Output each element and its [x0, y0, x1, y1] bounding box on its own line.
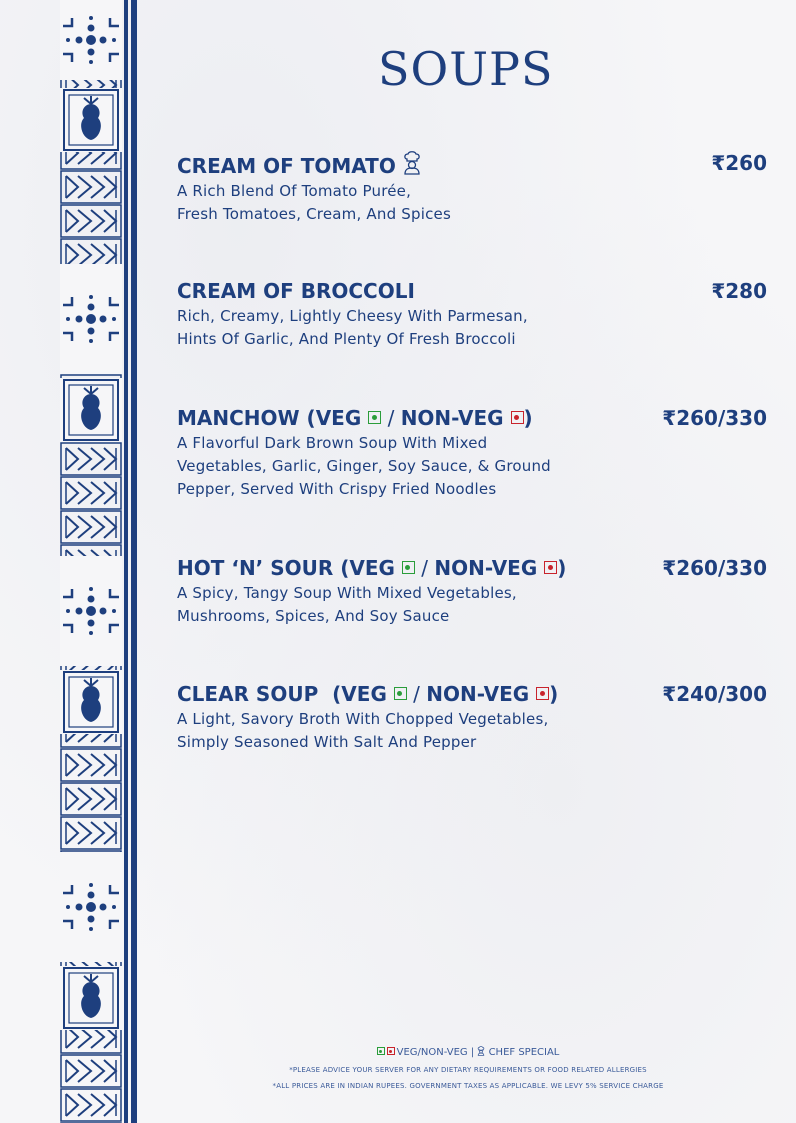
footer-price-note: *ALL PRICES ARE IN INDIAN RUPEES. GOVERNMENT TAXES AS APPLICABLE. WE LEVY 5% SERVICE CHARGE	[272, 1082, 664, 1090]
footer-allergy-note: *PLEASE ADVICE YOUR SERVER FOR ANY DIETARY REQUIREMENTS OR FOOD RELATED ALLERGIES	[289, 1066, 647, 1074]
item-price: ₹280	[711, 279, 767, 303]
item-description: A Flavorful Dark Brown Soup With Mixed Vegetables, Garlic, Ginger, Soy Sauce, & Ground Pepper, Served With Crispy Fried Noodles	[177, 434, 551, 498]
nonveg-mark-icon	[387, 1047, 395, 1055]
item-name: MANCHOW (VEG / NON-VEG )	[177, 406, 533, 430]
item-description: Rich, Creamy, Lightly Cheesy With Parmesan, Hints Of Garlic, And Plenty Of Fresh Broccoli	[177, 307, 528, 348]
item-price: ₹240/300	[662, 682, 767, 706]
item-price: ₹260	[711, 151, 767, 175]
item-name: HOT ‘N’ SOUR (VEG / NON-VEG )	[177, 556, 567, 580]
nonveg-mark-icon	[536, 687, 549, 700]
border-rail-thin	[124, 0, 128, 1123]
menu-item-manchow	[177, 406, 767, 501]
veg-mark-icon	[402, 561, 415, 574]
item-description: A Spicy, Tangy Soup With Mixed Vegetables, Mushrooms, Spices, And Soy Sauce	[177, 584, 517, 625]
nonveg-mark-icon	[511, 411, 524, 424]
item-name: CREAM OF BROCCOLI	[177, 279, 415, 303]
decorative-tile-border	[60, 0, 122, 1123]
veg-mark-icon	[368, 411, 381, 424]
chef-hat-icon	[402, 151, 422, 175]
menu-item-hot-n-sour	[177, 556, 767, 628]
veg-mark-icon	[377, 1047, 385, 1055]
menu-item-cream-of-broccoli	[177, 279, 767, 351]
item-price: ₹260/330	[662, 556, 767, 580]
menu-item-cream-of-tomato	[177, 151, 767, 226]
border-rail-thick	[131, 0, 137, 1123]
veg-mark-icon	[394, 687, 407, 700]
menu-item-clear-soup	[177, 682, 767, 754]
nonveg-mark-icon	[544, 561, 557, 574]
item-description: A Rich Blend Of Tomato Purée, Fresh Tomatoes, Cream, And Spices	[177, 182, 451, 223]
item-name: CREAM OF TOMATO	[177, 151, 767, 178]
item-description: A Light, Savory Broth With Chopped Vegetables, Simply Seasoned With Salt And Pepper	[177, 710, 549, 751]
item-price: ₹260/330	[662, 406, 767, 430]
page-title: SOUPS	[378, 42, 554, 96]
item-name: CLEAR SOUP (VEG / NON-VEG )	[177, 682, 559, 706]
footer-legend: VEG/NON-VEG | CHEF SPECIAL	[140, 1046, 796, 1058]
